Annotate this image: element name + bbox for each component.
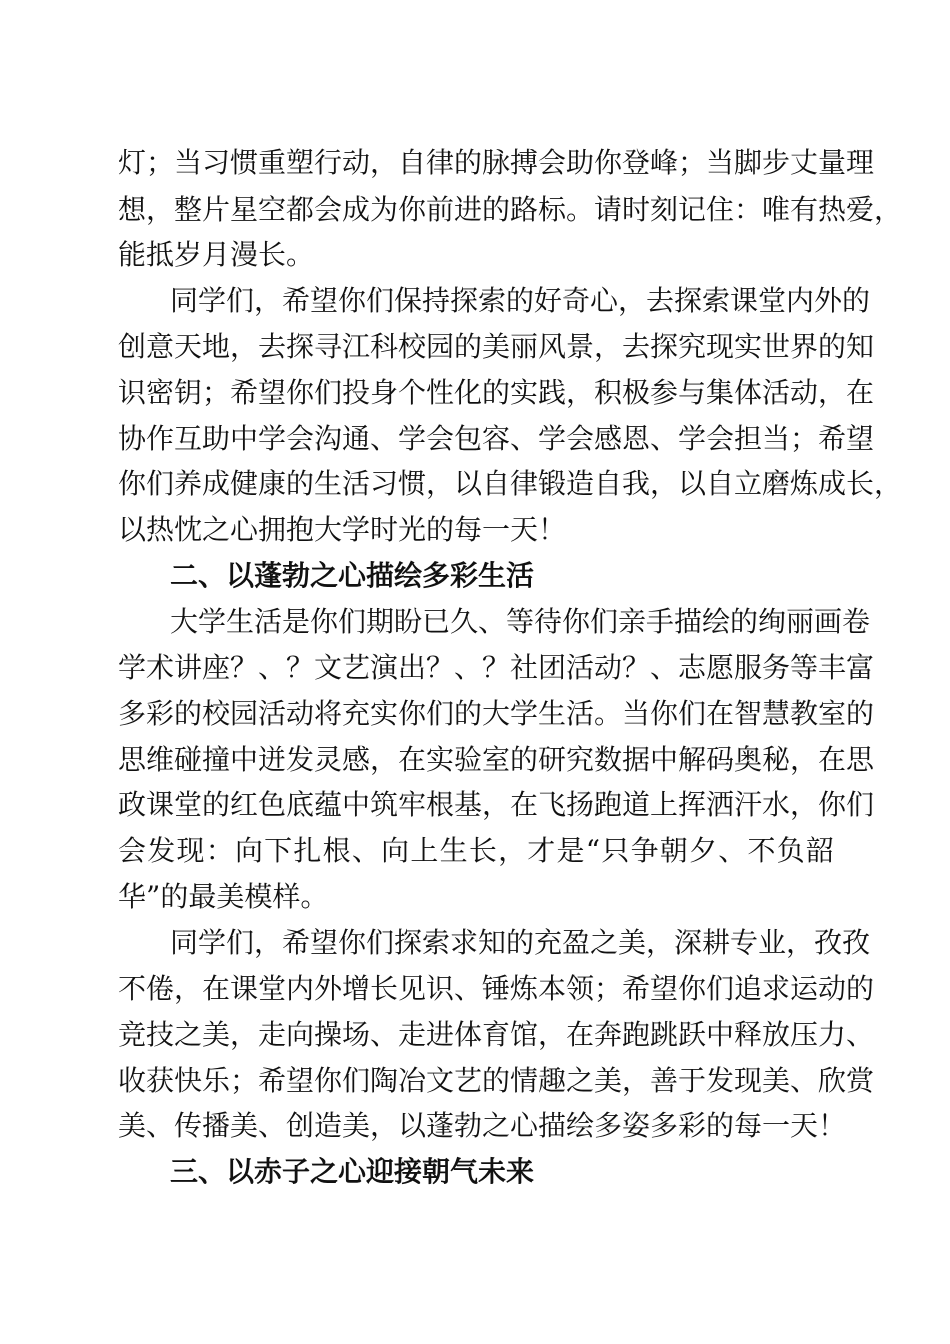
body-text-line: 识密钥；希望你们投身个性化的实践，积极参与集体活动，在 [118,376,875,409]
body-text-line: 收获快乐；希望你们陶冶文艺的情趣之美，善于发现美、欣赏 [118,1064,875,1097]
body-text-line: 你们养成健康的生活习惯，以自律锻造自我，以自立磨炼成长， [118,467,903,500]
body-text-line: 协作互助中学会沟通、学会包容、学会感恩、学会担当；希望 [118,422,875,455]
body-text-line: 会发现：向下扎根、向上生长，才是“只争朝夕、不负韶 [118,834,834,867]
body-text-line: 想，整片星空都会成为你前进的路标。请时刻记住：唯有热爱， [118,193,903,226]
body-text-line: 竞技之美，走向操场、走进体育馆，在奔跑跳跃中释放压力、 [118,1018,875,1051]
body-text-line: 同学们，希望你们探索求知的充盈之美，深耕专业，孜孜 [170,926,871,959]
body-text-line: 多彩的校园活动将充实你们的大学生活。当你们在智慧教室的 [118,697,875,730]
body-text-line: 大学生活是你们期盼已久、等待你们亲手描绘的绚丽画卷 [170,605,871,638]
body-text-line: 创意天地，去探寻江科校园的美丽风景，去探究现实世界的知 [118,330,875,363]
body-text-line: 思维碰撞中迸发灵感，在实验室的研究数据中解码奥秘，在思 [118,743,875,776]
body-text-line: 政课堂的红色底蕴中筑牢根基，在飞扬跑道上挥洒汗水，你们 [118,788,875,821]
body-text-line: 美、传播美、创造美，以蓬勃之心描绘多姿多彩的每一天！ [118,1109,847,1142]
body-text-line: 不倦，在课堂内外增长见识、锤炼本领；希望你们追求运动的 [118,972,875,1005]
section-heading: 三、以赤子之心迎接朝气未来 [170,1155,535,1188]
body-text-line: 华”的最美模样。 [118,880,329,913]
body-text-line: 灯；当习惯重塑行动，自律的脉搏会助你登峰；当脚步丈量理 [118,146,875,179]
body-text-line: 以热忱之心拥抱大学时光的每一天！ [118,513,567,546]
body-text-line: 同学们，希望你们保持探索的好奇心，去探索课堂内外的 [170,284,871,317]
section-heading: 二、以蓬勃之心描绘多彩生活 [170,559,535,592]
body-text-line: 能抵岁月漫长。 [118,238,315,271]
body-text-line: 学术讲座？、？文艺演出？、？社团活动？、志愿服务等丰富 [118,651,875,684]
